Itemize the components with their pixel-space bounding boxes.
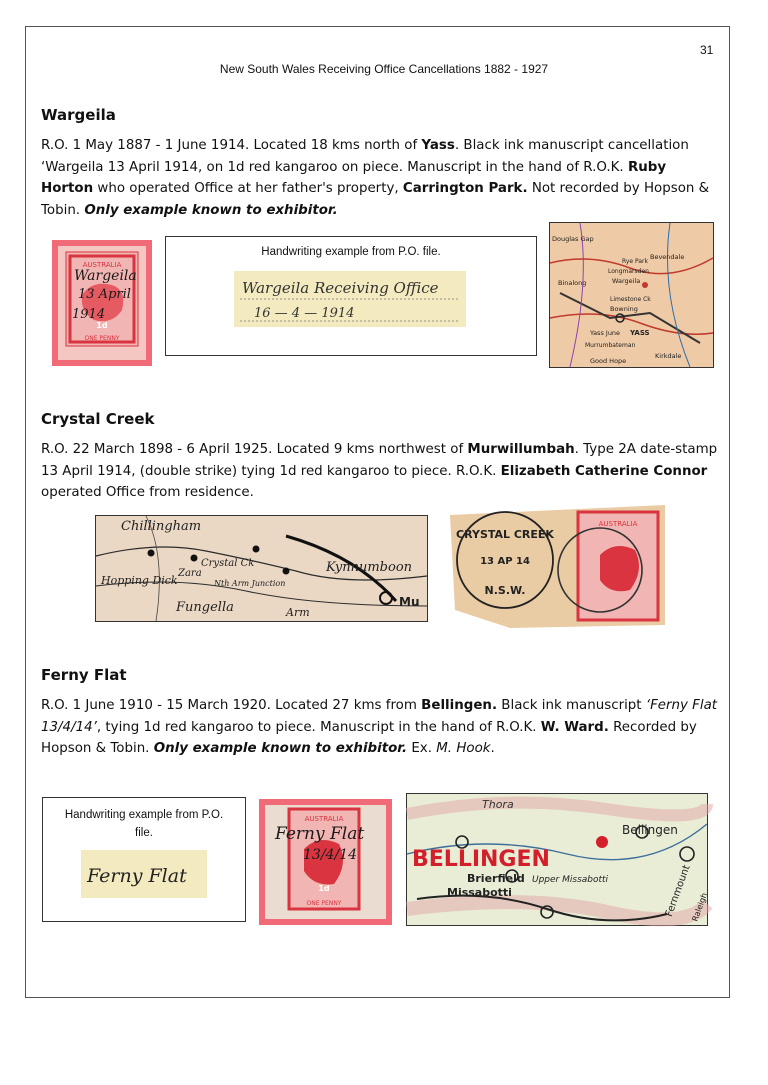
map-label: Limestone Ck [610, 296, 651, 303]
handwriting-line-2: 16 — 4 — 1914 [254, 306, 355, 321]
text-run: R.O. 22 March 1898 - 6 April 1925. Located 9 kms northwest of [41, 442, 468, 457]
page-header: New South Wales Receiving Office Cancellations 1882 - 1927 [219, 62, 549, 76]
manuscript-line-3: 1914 [72, 307, 106, 322]
stamp-bottom-text: ONE PENNY [306, 900, 342, 907]
map-label: Wargeila [612, 277, 641, 285]
text-run: R.O. 1 May 1887 - 1 June 1914. Located 18 kms north of [41, 138, 422, 153]
text-run: M. Hook [436, 741, 491, 756]
map-label: Thora [482, 798, 514, 811]
handwriting-line-1: Wargeila Receiving Office [242, 279, 439, 297]
map-label: Fungella [176, 600, 234, 615]
handwriting-sample [81, 850, 207, 898]
postmark-town: CRYSTAL CREEK [456, 528, 554, 541]
text-run: Yass [421, 138, 455, 153]
map-label: Crystal Ck [201, 558, 255, 569]
map-label: Zara [178, 568, 202, 579]
map-label: Kynnumboon [326, 560, 413, 575]
map-label: Rye Park [622, 258, 648, 265]
section-title-wargeila: Wargeila [41, 106, 116, 124]
text-run: Murwillumbah [467, 442, 575, 457]
section-text-ferny-flat [41, 695, 721, 760]
stamp-bottom-text: ONE PENNY [84, 335, 120, 342]
map-label: Upper Missabotti [532, 875, 609, 885]
text-run: Elizabeth Catherine Connor [500, 463, 708, 479]
map-label: YASS [630, 329, 650, 337]
handwriting-line-1: Ferny Flat [87, 865, 187, 887]
handwriting-box-wargeila [165, 236, 537, 356]
manuscript-line-1: Ferny Flat [275, 824, 365, 844]
map-label: Arm [286, 606, 310, 619]
text-run: R.O. 1 June 1910 - 15 March 1920. Located 27 kms from [41, 698, 422, 713]
map-label: Longmarsden [608, 268, 649, 275]
map-label: Kirkdale [655, 352, 682, 360]
map-label: Bowning [610, 305, 638, 313]
stamp-value: 1d [96, 321, 108, 330]
text-run: Carrington Park. [402, 181, 528, 196]
stamp-ferny-flat [259, 799, 392, 925]
map-label: Chillingham [121, 519, 202, 534]
manuscript-line-2: 13/4/14 [303, 847, 357, 863]
map-crystal-creek [95, 515, 428, 622]
section-title-ferny-flat: Ferny Flat [41, 666, 127, 684]
text-run: . Black ink manuscript cancellation ‘Wargeila 13 April 1914, on 1d red kangaroo on piece. Manuscript in the hand of R.O.K. [41, 138, 689, 175]
section-text-wargeila [41, 135, 721, 221]
map-label: Bevendale [650, 253, 685, 261]
page-number: 31 [700, 43, 714, 57]
handwriting-caption: Handwriting example from P.O. file. [261, 246, 441, 258]
map-label: Douglas Gap [552, 235, 594, 243]
manuscript-line-2: 13 April [78, 287, 131, 302]
map-label: Bellingen [622, 823, 678, 837]
stamp-top-text: AUSTRALIA [82, 261, 122, 269]
map-wargeila [549, 222, 714, 368]
map-label: BELLINGEN [412, 847, 550, 872]
map-label: Nth Arm Junction [214, 579, 286, 588]
text-run: W. Ward. [540, 719, 609, 735]
postmark-crystal-creek [450, 500, 665, 628]
text-run: , tying 1d red kangaroo to piece. Manuscript in the hand of R.O.K. [96, 719, 541, 735]
text-run: Not recorded by Hopson & Tobin. [41, 181, 710, 218]
map-label: Good Hope [590, 357, 627, 365]
text-run: . Type 2A date-stamp 13 April 1914, (double strike) tying 1d red kangaroo to piece. R.O.K. [41, 442, 718, 479]
text-run: Bellingen. [421, 698, 498, 713]
map-label: Hopping Dick [101, 574, 178, 587]
text-run: Only example known to exhibitor. [153, 741, 408, 756]
handwriting-caption: Handwriting example from P.O. file. [64, 809, 224, 839]
text-run: Only example known to exhibitor. [84, 202, 338, 218]
text-run: Ruby Horton [41, 159, 667, 196]
map-label: Yass June [590, 329, 621, 337]
stamp-top-text: AUSTRALIA [598, 520, 638, 528]
map-label: Brierfield [467, 872, 525, 885]
section-title-crystal-creek: Crystal Creek [41, 410, 155, 428]
section-text-crystal-creek [41, 439, 721, 504]
text-run: . [490, 741, 495, 756]
map-ferny-flat [406, 793, 708, 926]
map-label: Mu [399, 595, 420, 609]
map-label: Raleigh [690, 891, 710, 923]
text-run: Black ink manuscript [497, 698, 646, 713]
manuscript-line-1: Wargeila [74, 268, 137, 284]
handwriting-box-ferny-flat [42, 797, 246, 922]
text-run: ‘Ferny Flat 13/4/14’ [41, 698, 718, 735]
handwriting-sample [234, 271, 466, 327]
stamp-wargeila [52, 240, 152, 366]
map-label: Binalong [558, 279, 587, 287]
postmark-date: 13 AP 14 [480, 556, 530, 567]
text-run: operated Office from residence. [41, 485, 254, 500]
text-run: who operated Office at her father's property, [93, 181, 403, 196]
postmark-state: N.S.W. [484, 584, 526, 597]
map-label: Fernmount [663, 863, 693, 919]
stamp-top-text: AUSTRALIA [304, 815, 344, 823]
stamp-value: 1d [318, 884, 330, 893]
map-label: Missabotti [447, 886, 512, 899]
text-run: Recorded by Hopson & Tobin. [41, 719, 697, 756]
text-run: Ex. [407, 741, 437, 756]
map-label: Murrumbateman [585, 342, 636, 349]
